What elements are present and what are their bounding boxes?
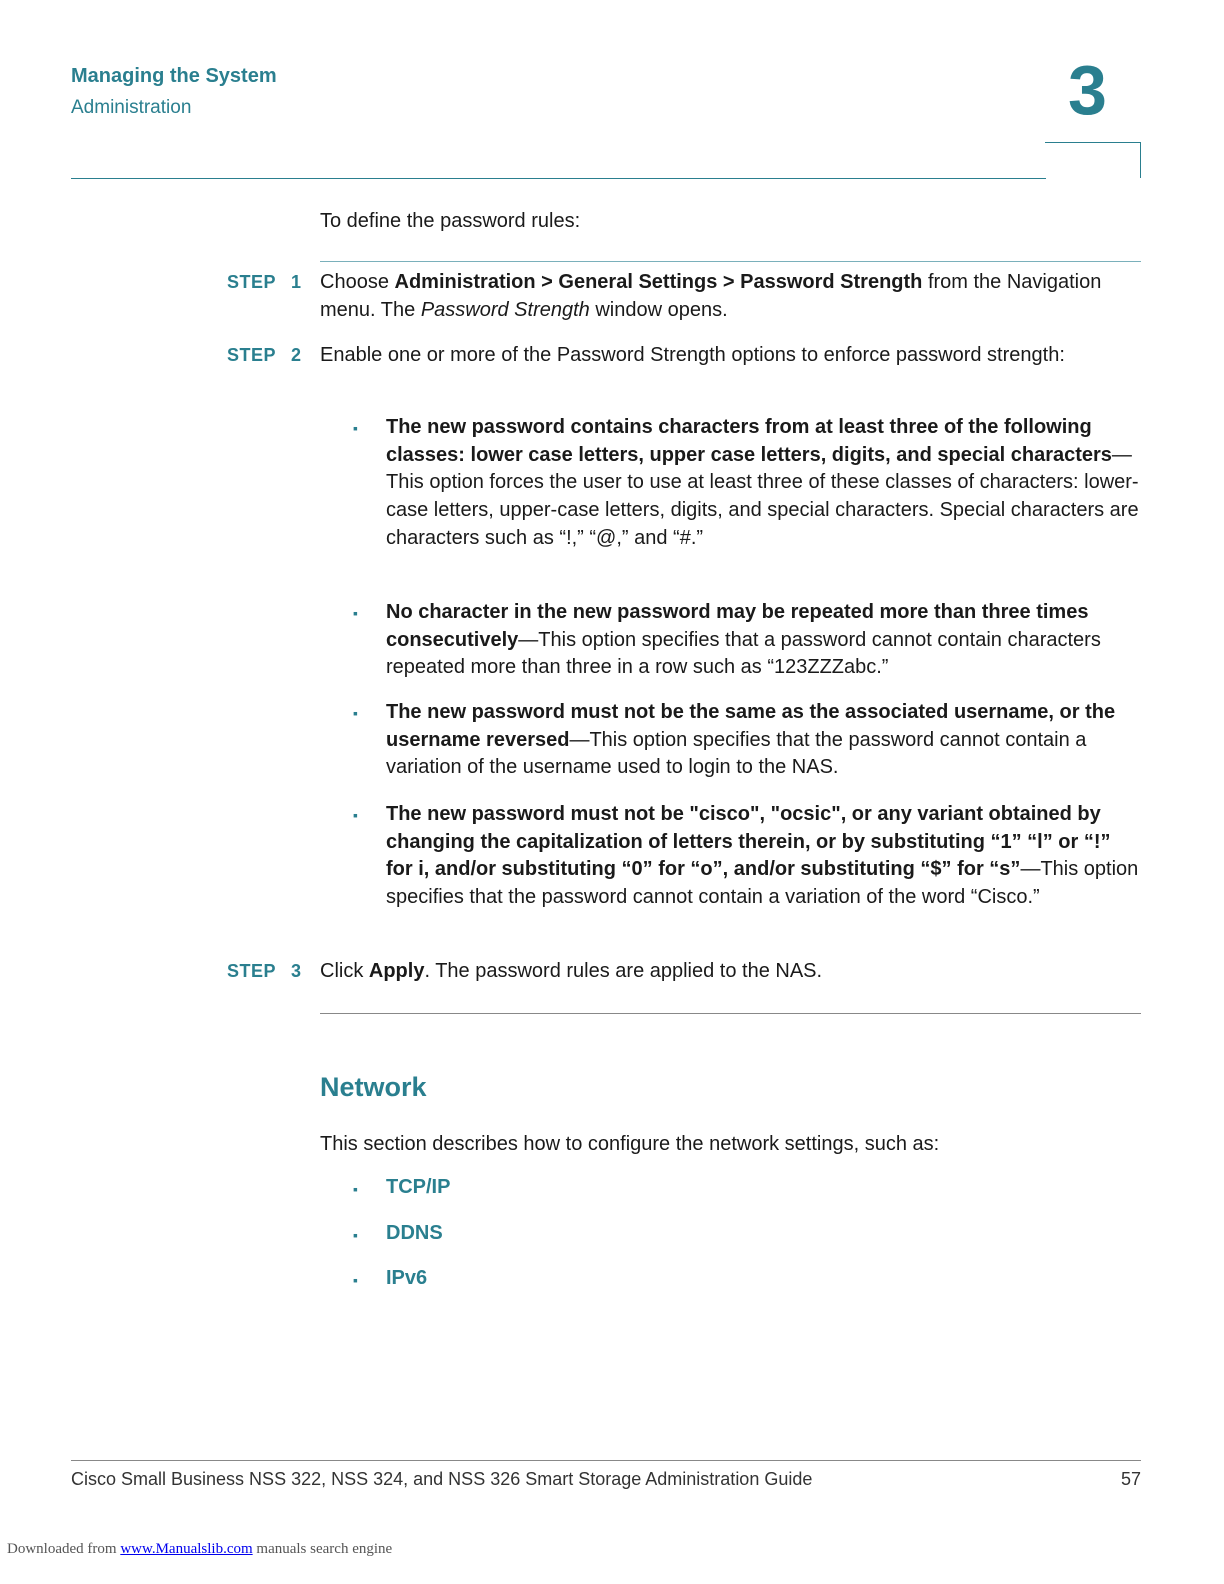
- section-subtitle: Administration: [71, 97, 192, 118]
- step-3-number: 3: [291, 961, 302, 981]
- option-2: No character in the new password may be repeated more than three times consecutively—This option specifies that a password cannot contain characters repeated more than three in a row such as “123ZZZabc.”: [386, 601, 1101, 679]
- steps-top-divider: [320, 261, 1141, 262]
- footer-guide-title: Cisco Small Business NSS 322, NSS 324, and NSS 326 Smart Storage Administration Guide: [71, 1469, 813, 1489]
- footer-divider: [71, 1460, 1141, 1461]
- step-3-text: Click Apply. The password rules are applied to the NAS.: [320, 960, 823, 982]
- option-3: The new password must not be the same as the associated username, or the username reversed—This option specifies that the password cannot contain a variation of the username used to login to the NAS.: [386, 701, 1116, 779]
- manualslib-link[interactable]: www.Manualslib.com: [120, 1541, 253, 1557]
- apply-label: Apply: [368, 960, 425, 982]
- link-tcp-ip[interactable]: TCP/IP: [386, 1176, 451, 1198]
- step-1-text: Choose Administration > General Settings > Password Strength from the Navigation menu. The Password Strength window opens.: [320, 271, 1102, 321]
- download-note: Downloaded from www.Manualslib.com manuals search engine: [7, 1541, 393, 1557]
- bullet-icon: ▪: [353, 1272, 358, 1288]
- step-2-text: Enable one or more of the Password Strength options to enforce password strength:: [320, 344, 1065, 366]
- step-1-number: 1: [291, 272, 302, 292]
- bullet-icon: ▪: [353, 1227, 358, 1243]
- bullet-icon: ▪: [353, 605, 358, 621]
- link-ddns[interactable]: DDNS: [386, 1222, 443, 1244]
- link-ipv6[interactable]: IPv6: [386, 1267, 428, 1289]
- page-number: 57: [1120, 1469, 1141, 1489]
- chapter-number: 3: [1068, 51, 1107, 129]
- header-divider: [71, 178, 1046, 179]
- chapter-box: [1045, 142, 1141, 178]
- step-2-number: 2: [291, 345, 302, 365]
- step-3-label: STEP: [227, 961, 277, 981]
- step-1-window-name: Password Strength: [420, 299, 590, 321]
- step-1-label: STEP: [227, 272, 277, 292]
- step-2-label: STEP: [227, 345, 277, 365]
- bullet-icon: ▪: [353, 1181, 358, 1197]
- steps-bottom-divider: [320, 1013, 1141, 1014]
- bullet-icon: ▪: [353, 705, 358, 721]
- bullet-icon: ▪: [353, 420, 358, 436]
- step-1-menu-path: Administration > General Settings > Password Strength: [394, 271, 923, 293]
- option-1: The new password contains characters from at least three of the following classes: lower case letters, upper case letters, digits, and special characters—This option forces the user to use at least three of these classes of characters: lower-case letters, upper-case letters, digits, and special characters. Special characters are characters such as “!,” “@,” and “#.”: [386, 416, 1139, 549]
- bullet-icon: ▪: [353, 807, 358, 823]
- intro-text: To define the password rules:: [320, 210, 581, 232]
- chapter-title: Managing the System: [71, 65, 277, 87]
- option-4: The new password must not be "cisco", "ocsic", or any variant obtained by changing the capitalization of letters therein, or by substituting “1” “l” or “!” for i, and/or substituting “0” for “o”, and/or substituting “$” for “s”—This option specifies that the password cannot contain a variation of the word “Cisco.”: [386, 803, 1139, 909]
- network-heading: Network: [320, 1072, 427, 1102]
- network-intro: This section describes how to configure the network settings, such as:: [320, 1133, 940, 1155]
